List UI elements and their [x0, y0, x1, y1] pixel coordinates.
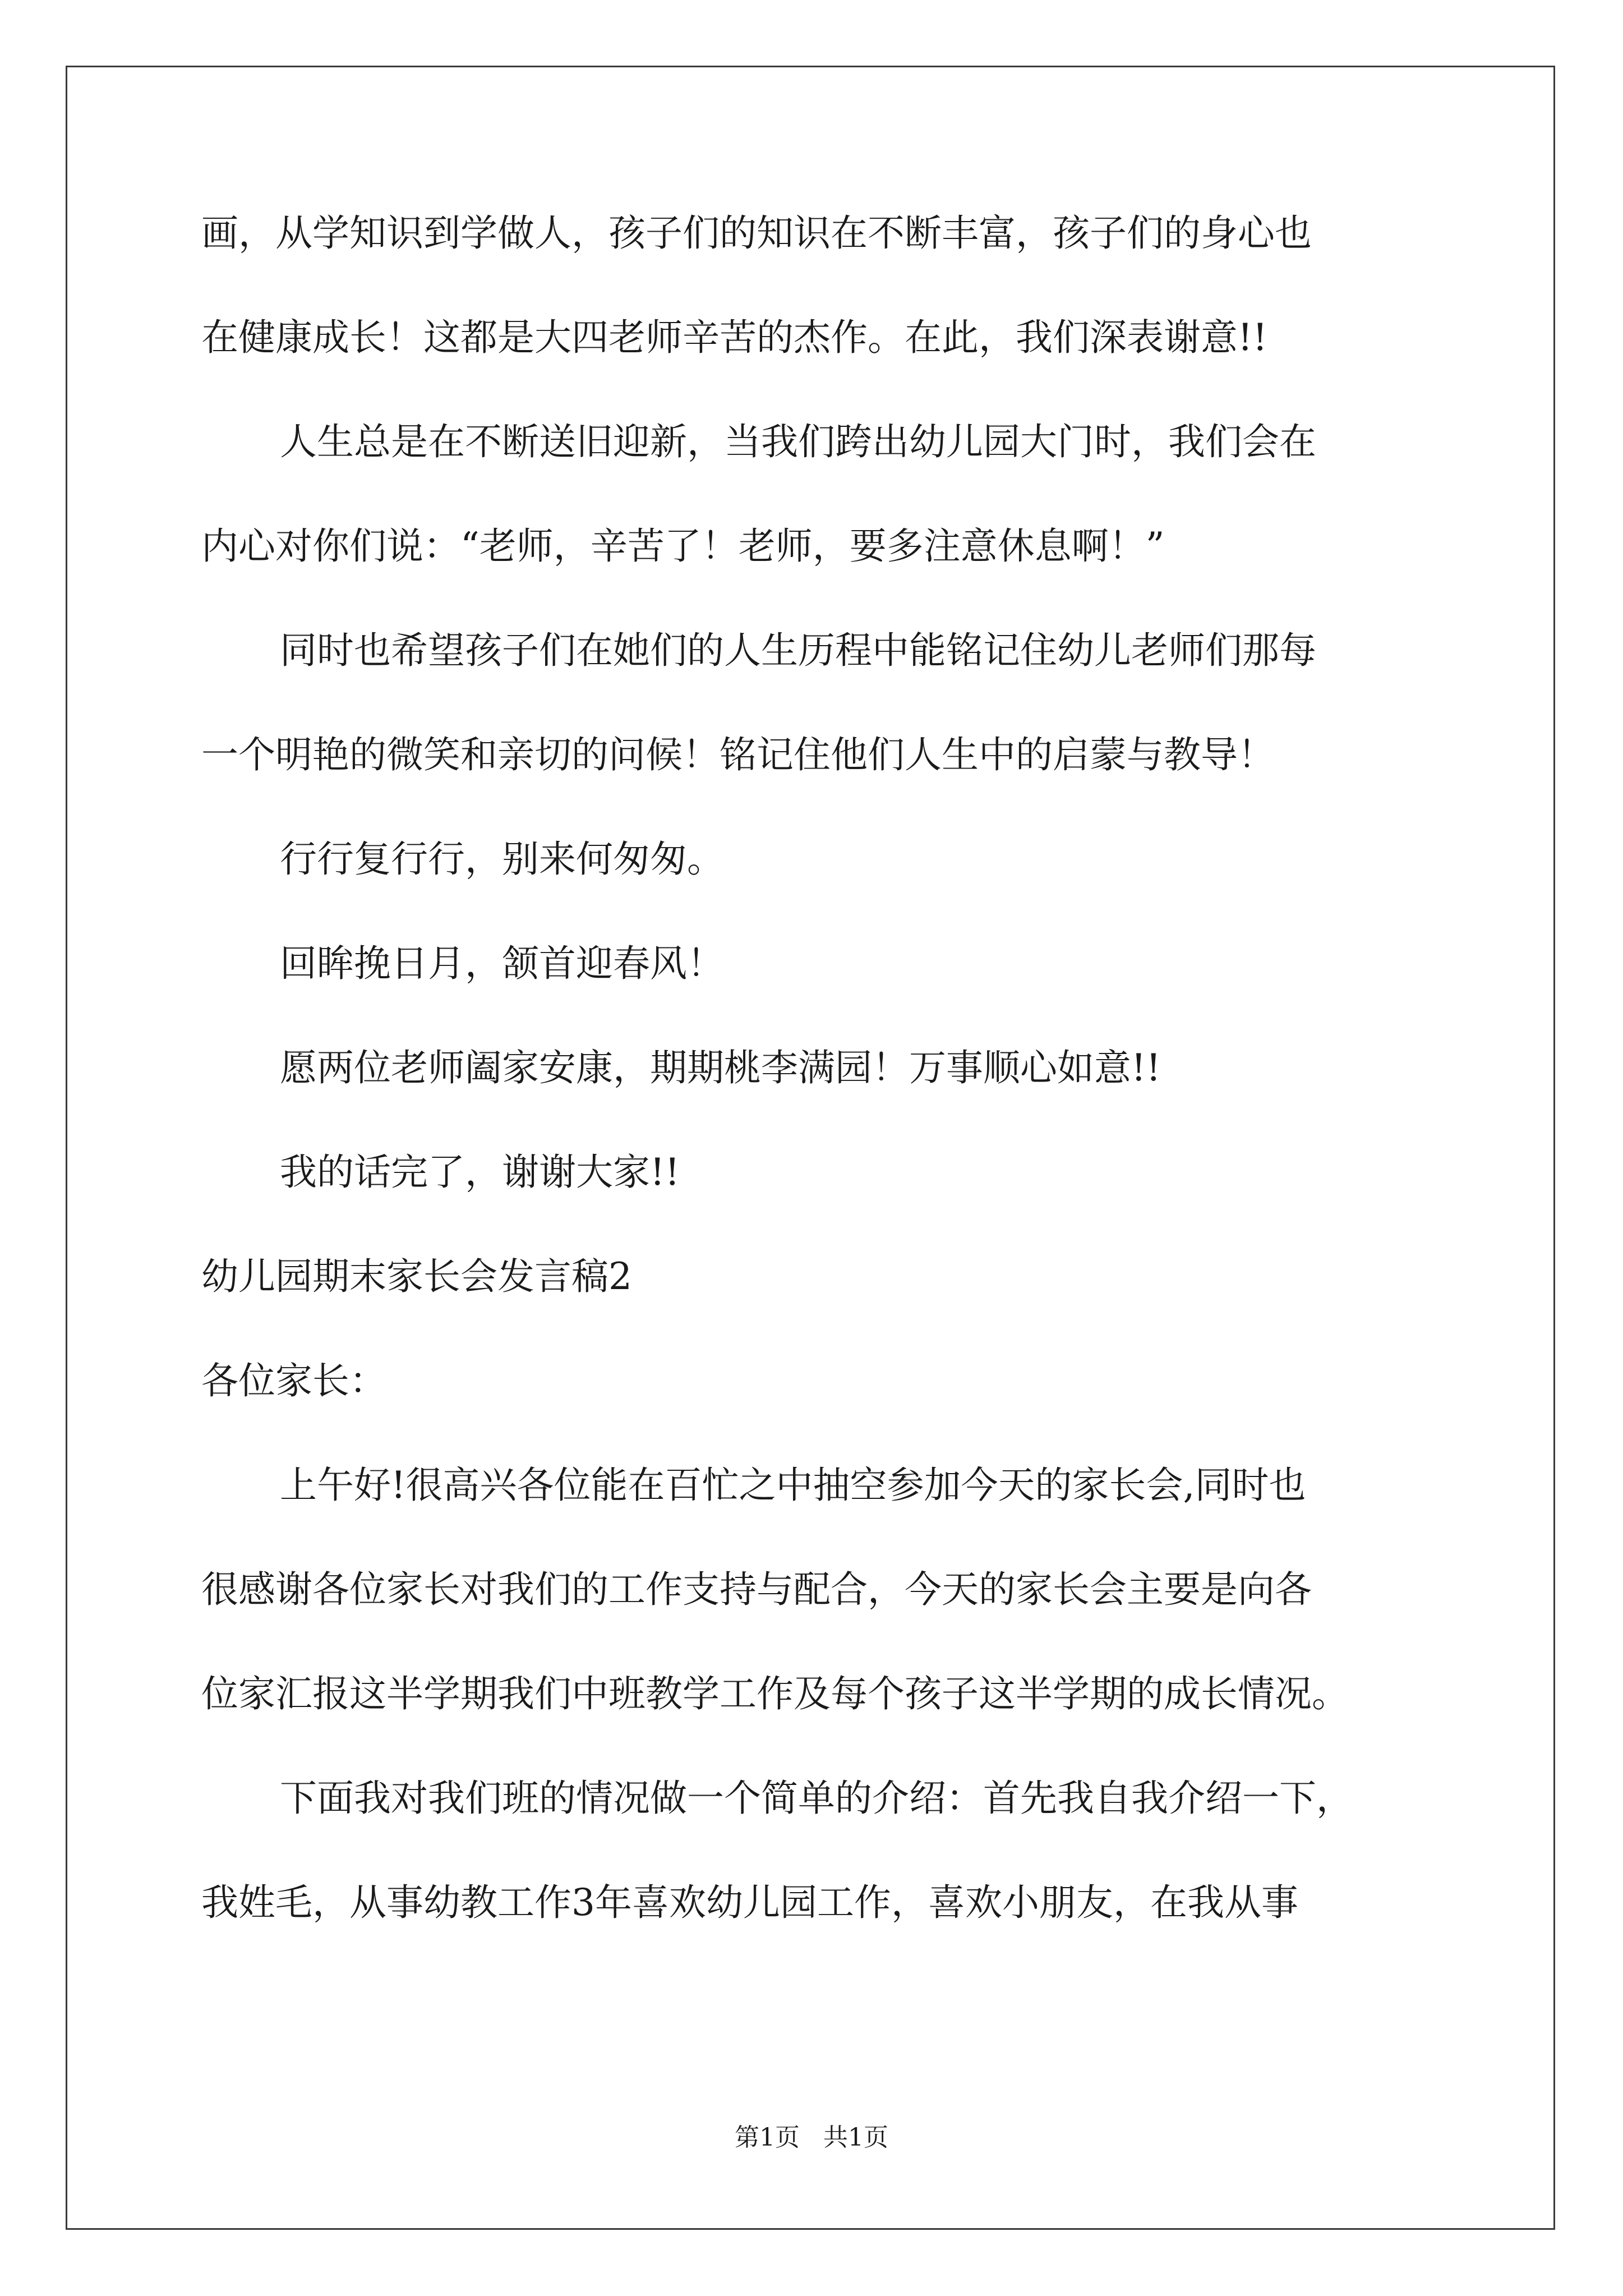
page-footer: 第1页 共1页 [735, 2123, 888, 2152]
text-line-4: 内心对你们说：“老师，辛苦了！老师，要多注意休息啊！” [201, 524, 1165, 568]
text-line-9: 愿两位老师阖家安康，期期桃李满园！万事顺心如意!! [280, 1046, 1161, 1089]
text-line-14: 很感谢各位家长对我们的工作支持与配合，今天的家长会主要是向各 [201, 1568, 1312, 1611]
salutation: 各位家长： [201, 1359, 386, 1402]
text-line-6: 一个明艳的微笑和亲切的问候！铭记住他们人生中的启蒙与教导！ [201, 733, 1275, 776]
text-line-10: 我的话完了，谢谢大家!! [280, 1151, 680, 1194]
text-line-3: 人生总是在不断送旧迎新，当我们跨出幼儿园大门时，我们会在 [280, 420, 1316, 463]
text-line-2: 在健康成长！这都是大四老师辛苦的杰作。在此，我们深表谢意!! [201, 316, 1268, 359]
text-line-16: 下面我对我们班的情况做一个简单的介绍：首先我自我介绍一下， [280, 1777, 1353, 1820]
section-heading: 幼儿园期末家长会发言稿2 [201, 1255, 632, 1298]
text-line-7: 行行复行行，别来何匆匆。 [280, 838, 724, 881]
text-line-15: 位家汇报这半学期我们中班教学工作及每个孩子这半学期的成长情况。 [201, 1672, 1349, 1715]
text-line-1: 画，从学知识到学做人，孩子们的知识在不断丰富，孩子们的身心也 [201, 211, 1312, 255]
text-line-13: 上午好!很高兴各位能在百忙之中抽空参加今天的家长会,同时也 [280, 1464, 1306, 1507]
text-line-5: 同时也希望孩子们在她们的人生历程中能铭记住幼儿老师们那每 [280, 629, 1316, 672]
text-line-8: 回眸挽日月，颔首迎春风！ [280, 942, 724, 985]
text-line-17: 我姓毛，从事幼教工作3年喜欢幼儿园工作，喜欢小朋友，在我从事 [201, 1881, 1298, 1924]
